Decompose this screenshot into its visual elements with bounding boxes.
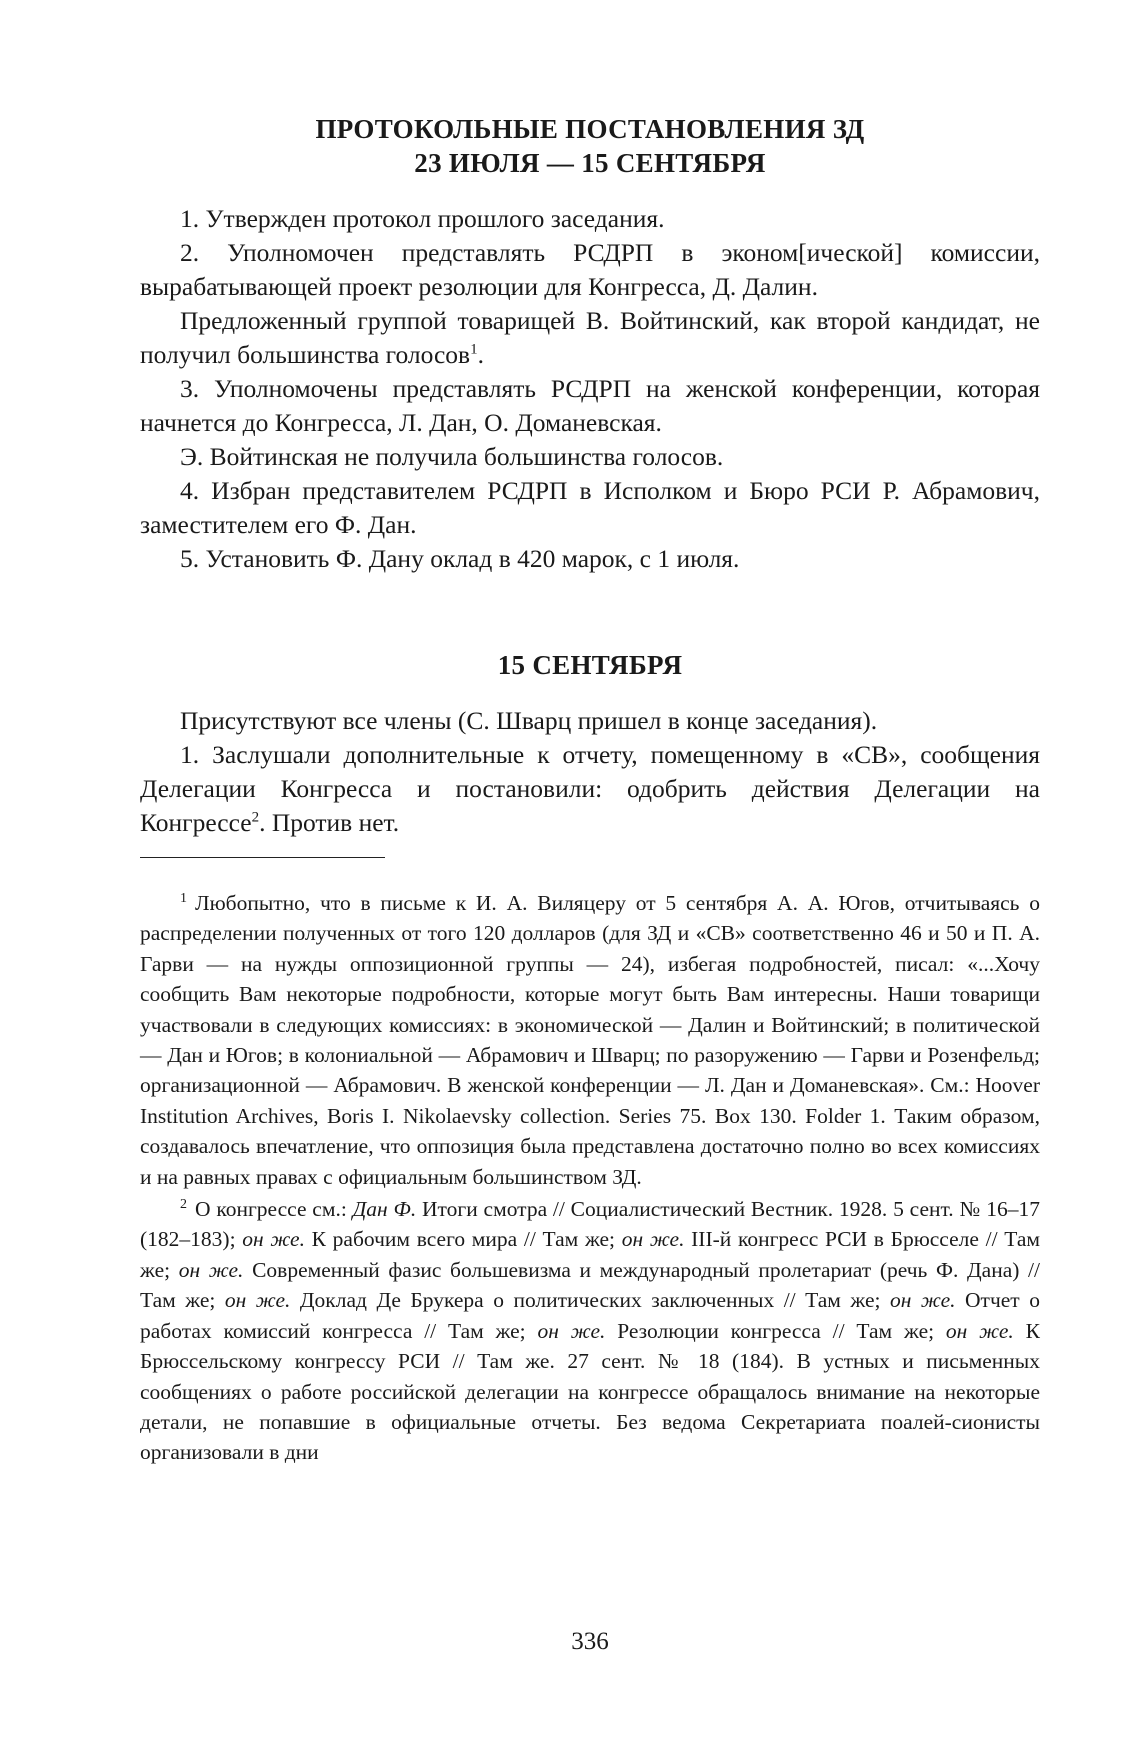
footnote-number: 1 [180,890,187,906]
section-heading: 15 СЕНТЯБРЯ [497,650,683,680]
footnote-ibid: он же. [242,1227,305,1252]
footnote-ibid: он же. [945,1318,1014,1343]
footnote-text: Итоги смотра // Социалистический Вестник. 1928. 5 сент. № 16–17 (182–183); [140,1197,1041,1252]
footnote-ibid: он же. [621,1227,685,1252]
footnote-number: 2 [180,1196,187,1212]
footnote-ref: 2 [251,809,260,826]
footnote-author: Дан Ф. [352,1197,417,1222]
paragraph: 5. Установить Ф. Дану оклад в 420 марок, с 1 июля. [180,544,740,573]
footnote-text: III-й конгресс РСИ в Брюсселе // Там же; [140,1227,1040,1282]
paragraph: 2. Уполномочен представлять РСДРП в эконом[ической] комиссии, вырабатывающей проект резолюции для Конгресса, Д. Далин. [140,238,1040,301]
paragraph: 3. Уполномочены представлять РСДРП на женской конференции, которая начнется до Конгресса, Л. Дан, О. Доманевская. [140,374,1040,437]
main-heading [140,112,1040,180]
footnote-text: Отчет о работах комиссий конгресса // Там же; [140,1288,1040,1343]
footnote-text: Любопытно, что в письме к И. А. Виляцеру от 5 сентября А. А. Югов, отчитываясь о распределении полученных от того 120 долларов (для ЗД и «СВ» соответственно 46 и 50 и П. А. Гарви — на нужды оппозиционной группы — 24), избегая подробностей, писал: «...Хочу сообщить Вам некоторые подробности, которые могут быть Вам интересны. Наши товарищи участвовали в следующих комиссиях: в экономической — Далин и Войтинский; в политической — Дан и Югов; в колониальной — Абрамович и Шварц; по разоружению — Гарви и Розенфельд; организационной — Абрамович. В женской конференции — Л. Дан и Доманевская». См.: Hoover Institution Archives, Boris I. Nikolaevsky collection. Series 75. Box 130. Folder 1. Таким образом, создавалось впечатление, что оппозиция была представлена достаточно полно во всех комиссиях и на равных правах с официальным большинством ЗД. [140,891,1040,1189]
paragraph-text-end: . [477,340,484,369]
paragraph: Э. Войтинская не получила большинства голосов. [180,442,724,471]
section-protocol-decisions [140,202,1040,576]
footnote-ibid: он же. [224,1288,291,1313]
page-number: 336 [571,1628,609,1655]
footnote-text: Доклад Де Брукера о политических заключенных // Там же; [290,1288,890,1313]
main-heading-line2: 23 ИЮЛЯ — 15 СЕНТЯБРЯ [414,148,766,178]
footnote-1 [140,888,1040,1192]
footnote-ibid: он же. [537,1318,606,1343]
paragraph: 1. Утвержден протокол прошлого заседания. [180,204,665,233]
footnote-text: К рабочим всего мира // Там же; [304,1227,622,1252]
paragraph-text-end: . Против нет. [259,808,400,837]
footnote-ibid: он же. [889,1288,956,1313]
paragraph [140,738,1040,840]
paragraph-text: 1. Заслушали дополнительные к отчету, помещенному в «СВ», сообщения Делегации Конгресса и постановили: одобрить действия Делегации на Конгрессе [140,740,1040,837]
section-september-15 [140,704,1040,840]
footnote-text: Резолюции конгресса // Там же; [605,1318,946,1343]
footnotes [140,888,1040,1470]
footnote-separator [140,857,385,858]
paragraph: 4. Избран представителем РСДРП в Исполком и Бюро РСИ Р. Абрамович, заместителем его Ф. Дан. [140,476,1040,539]
paragraph [140,304,1040,372]
paragraph: Присутствуют все члены (С. Шварц пришел в конце заседания). [180,706,878,735]
footnote-text: К Брюссельскому конгрессу РСИ // Там же. 27 сент. № 18 (184). В устных и письменных сообщениях о работе российской делегации на конгрессе обращалось внимание на некоторые детали, не попавшие в официальные отчеты. Без ведома Секретариата поалей-сионисты организовали в дни [140,1318,1040,1465]
main-heading-line1: ПРОТОКОЛЬНЫЕ ПОСТАНОВЛЕНИЯ ЗД [315,114,865,144]
footnote-2 [140,1194,1040,1468]
footnote-ibid: он же. [178,1257,244,1282]
footnote-text: О конгрессе см.: [195,1197,353,1222]
footnote-ref: 1 [470,341,478,358]
paragraph-text: Предложенный группой товарищей В. Войтинский, как второй кандидат, не получил большинства голосов [140,306,1040,369]
footnote-text: Современный фазис большевизма и международный пролетариат (речь Ф. Дана) // Там же; [140,1257,1040,1313]
